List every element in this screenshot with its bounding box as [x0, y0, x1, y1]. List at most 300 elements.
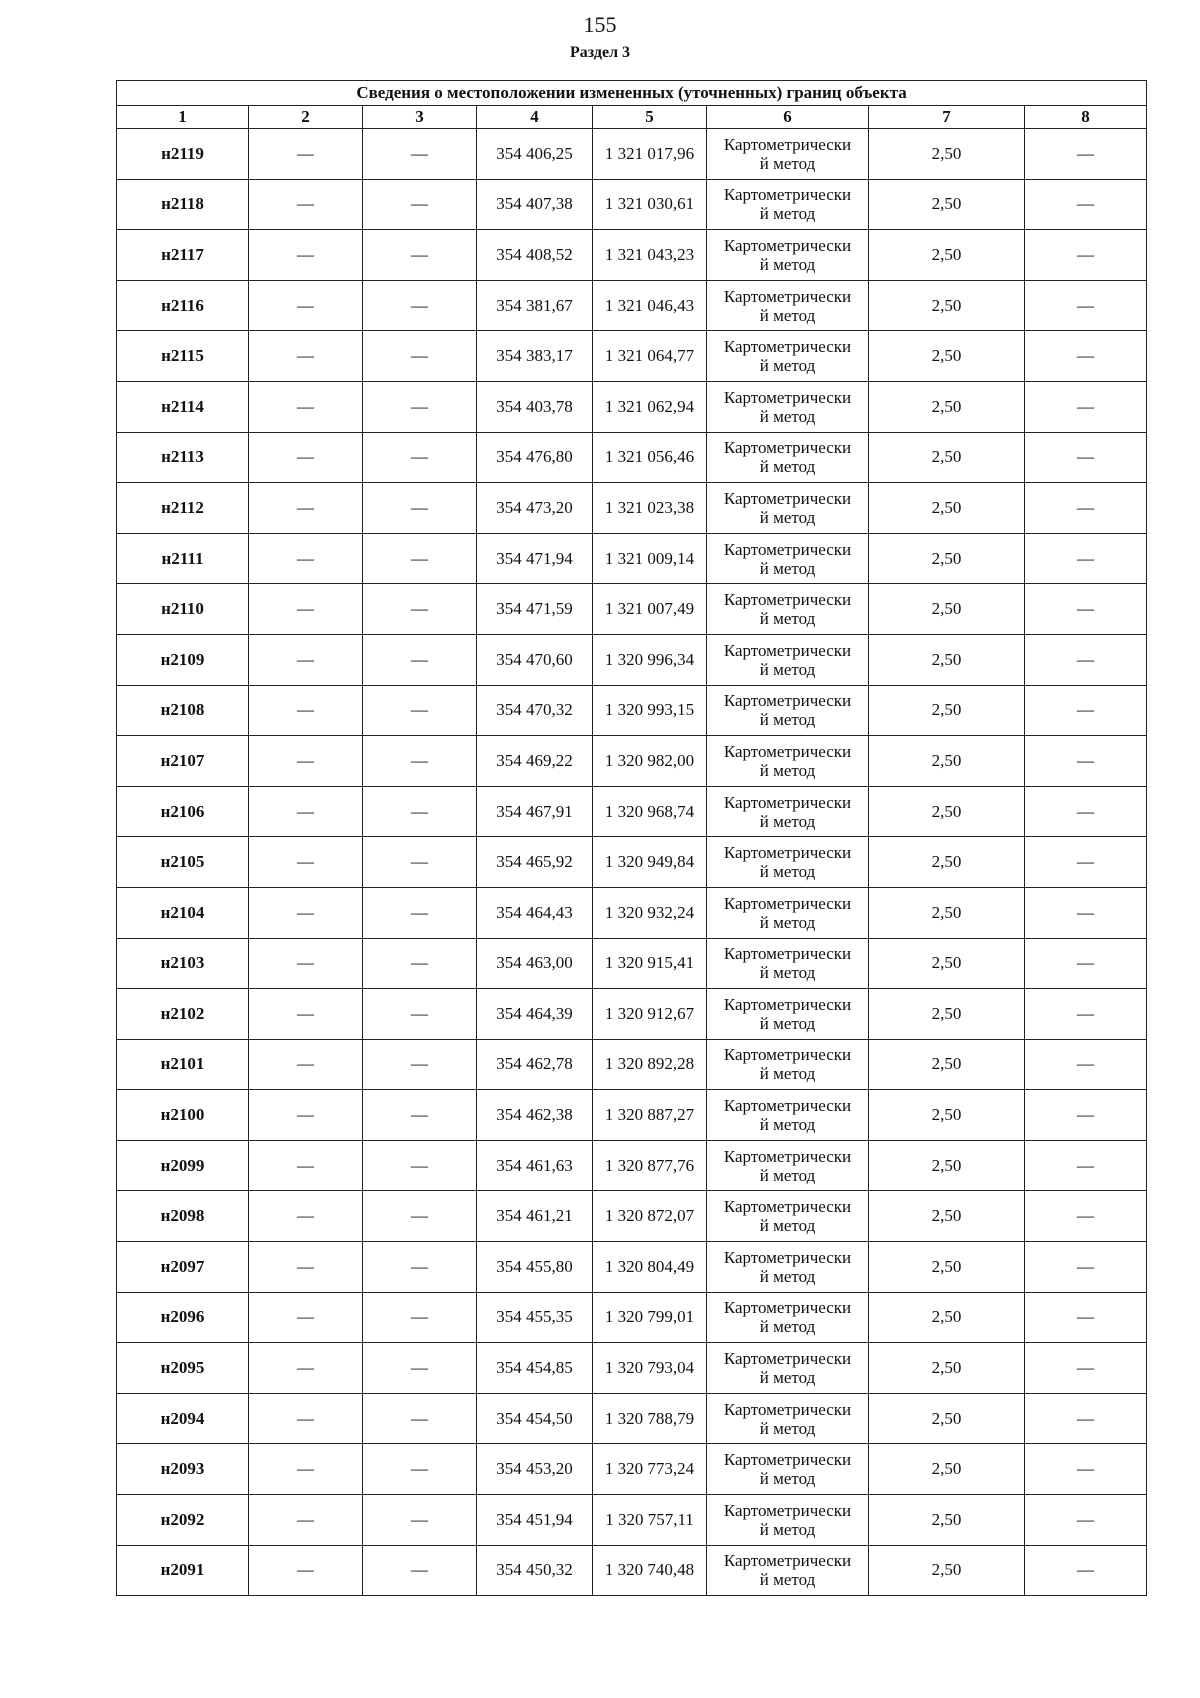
- column-8-cell: —: [1025, 1090, 1147, 1141]
- column-8-cell: —: [1025, 1292, 1147, 1343]
- point-number-cell: н2118: [117, 179, 249, 230]
- column-8-cell: —: [1025, 331, 1147, 382]
- method-cell: [707, 432, 869, 483]
- point-number-cell: н2100: [117, 1090, 249, 1141]
- coordinate-x-cell: 354 454,50: [477, 1393, 593, 1444]
- method-line-1: Картометрически: [723, 387, 852, 407]
- table-row: [117, 331, 1147, 382]
- column-8-cell: —: [1025, 887, 1147, 938]
- column-3-cell: —: [363, 837, 477, 888]
- method-cell: [707, 1191, 869, 1242]
- column-3-cell: —: [363, 1191, 477, 1242]
- method-cell: [707, 736, 869, 787]
- column-8-cell: —: [1025, 230, 1147, 281]
- accuracy-cell: 2,50: [869, 685, 1025, 736]
- accuracy-cell: 2,50: [869, 1039, 1025, 1090]
- coordinate-x-cell: 354 470,60: [477, 634, 593, 685]
- method-line-2: й метод: [759, 1165, 816, 1185]
- table-row: [117, 1393, 1147, 1444]
- point-number-cell: н2109: [117, 634, 249, 685]
- method-cell: [707, 331, 869, 382]
- method-line-2: й метод: [759, 305, 816, 325]
- table-row: [117, 1444, 1147, 1495]
- coordinate-x-cell: 354 406,25: [477, 129, 593, 180]
- method-cell: [707, 1140, 869, 1191]
- coordinate-x-cell: 354 453,20: [477, 1444, 593, 1495]
- table-row: [117, 1191, 1147, 1242]
- table-row: [117, 432, 1147, 483]
- coordinate-x-cell: 354 454,85: [477, 1343, 593, 1394]
- column-2-cell: —: [249, 584, 363, 635]
- method-cell: [707, 685, 869, 736]
- coordinate-x-cell: 354 381,67: [477, 280, 593, 331]
- coordinate-y-cell: 1 320 740,48: [593, 1545, 707, 1596]
- point-number-cell: н2114: [117, 381, 249, 432]
- point-number-cell: н2110: [117, 584, 249, 635]
- column-3-cell: —: [363, 1495, 477, 1546]
- coordinate-x-cell: 354 451,94: [477, 1495, 593, 1546]
- point-number-cell: н2112: [117, 483, 249, 534]
- point-number-cell: н2095: [117, 1343, 249, 1394]
- method-line-1: Картометрически: [723, 1551, 852, 1571]
- table-body: [117, 129, 1147, 1596]
- column-3-cell: —: [363, 786, 477, 837]
- method-cell: [707, 533, 869, 584]
- point-number-cell: н2094: [117, 1393, 249, 1444]
- method-cell: [707, 1393, 869, 1444]
- method-line-2: й метод: [759, 963, 816, 983]
- column-2-cell: —: [249, 736, 363, 787]
- column-3-cell: —: [363, 736, 477, 787]
- coordinate-x-cell: 354 408,52: [477, 230, 593, 281]
- coordinate-y-cell: 1 320 968,74: [593, 786, 707, 837]
- method-line-2: й метод: [759, 760, 816, 780]
- column-number: 1: [117, 106, 249, 129]
- table-row: [117, 837, 1147, 888]
- method-line-2: й метод: [759, 1317, 816, 1337]
- column-3-cell: —: [363, 1090, 477, 1141]
- column-2-cell: —: [249, 1545, 363, 1596]
- point-number-cell: н2103: [117, 938, 249, 989]
- accuracy-cell: 2,50: [869, 331, 1025, 382]
- coordinate-y-cell: 1 321 007,49: [593, 584, 707, 635]
- table-row: [117, 1140, 1147, 1191]
- column-3-cell: —: [363, 280, 477, 331]
- coordinate-x-cell: 354 450,32: [477, 1545, 593, 1596]
- coordinate-y-cell: 1 320 949,84: [593, 837, 707, 888]
- method-line-1: Картометрически: [723, 893, 852, 913]
- coordinate-x-cell: 354 462,38: [477, 1090, 593, 1141]
- coordinate-y-cell: 1 320 915,41: [593, 938, 707, 989]
- method-line-1: Картометрически: [723, 438, 852, 458]
- column-2-cell: —: [249, 1444, 363, 1495]
- coordinate-y-cell: 1 321 064,77: [593, 331, 707, 382]
- coordinate-y-cell: 1 320 932,24: [593, 887, 707, 938]
- method-line-2: й метод: [759, 1570, 816, 1590]
- column-2-cell: —: [249, 837, 363, 888]
- method-cell: [707, 1242, 869, 1293]
- method-line-2: й метод: [759, 356, 816, 376]
- accuracy-cell: 2,50: [869, 533, 1025, 584]
- method-cell: [707, 1343, 869, 1394]
- method-line-1: Картометрически: [723, 792, 852, 812]
- method-line-2: й метод: [759, 204, 816, 224]
- column-8-cell: —: [1025, 533, 1147, 584]
- point-number-cell: н2102: [117, 989, 249, 1040]
- column-number: 7: [869, 106, 1025, 129]
- method-line-1: Картометрически: [723, 1197, 852, 1217]
- column-8-cell: —: [1025, 1545, 1147, 1596]
- method-line-1: Картометрически: [723, 1247, 852, 1267]
- coordinate-x-cell: 354 464,43: [477, 887, 593, 938]
- accuracy-cell: 2,50: [869, 129, 1025, 180]
- point-number-cell: н2106: [117, 786, 249, 837]
- point-number-cell: н2115: [117, 331, 249, 382]
- method-cell: [707, 938, 869, 989]
- coordinate-y-cell: 1 320 788,79: [593, 1393, 707, 1444]
- table-row: [117, 230, 1147, 281]
- coordinate-x-cell: 354 403,78: [477, 381, 593, 432]
- point-number-cell: н2111: [117, 533, 249, 584]
- column-2-cell: —: [249, 179, 363, 230]
- coordinate-x-cell: 354 471,94: [477, 533, 593, 584]
- column-8-cell: —: [1025, 179, 1147, 230]
- method-cell: [707, 1090, 869, 1141]
- column-8-cell: —: [1025, 1343, 1147, 1394]
- coordinate-y-cell: 1 320 799,01: [593, 1292, 707, 1343]
- method-line-1: Картометрически: [723, 1450, 852, 1470]
- column-8-cell: —: [1025, 736, 1147, 787]
- column-8-cell: —: [1025, 483, 1147, 534]
- method-line-1: Картометрически: [723, 134, 852, 154]
- point-number-cell: н2098: [117, 1191, 249, 1242]
- column-2-cell: —: [249, 1090, 363, 1141]
- accuracy-cell: 2,50: [869, 837, 1025, 888]
- method-line-2: й метод: [759, 254, 816, 274]
- column-8-cell: —: [1025, 685, 1147, 736]
- column-number: 2: [249, 106, 363, 129]
- column-2-cell: —: [249, 280, 363, 331]
- method-line-2: й метод: [759, 558, 816, 578]
- method-line-1: Картометрически: [723, 590, 852, 610]
- column-number-row: [117, 106, 1147, 129]
- method-cell: [707, 1444, 869, 1495]
- column-number: 5: [593, 106, 707, 129]
- accuracy-cell: 2,50: [869, 1545, 1025, 1596]
- method-cell: [707, 989, 869, 1040]
- column-8-cell: —: [1025, 1444, 1147, 1495]
- coordinate-y-cell: 1 321 023,38: [593, 483, 707, 534]
- accuracy-cell: 2,50: [869, 1393, 1025, 1444]
- method-line-1: Картометрически: [723, 1500, 852, 1520]
- column-2-cell: —: [249, 634, 363, 685]
- table-row: [117, 533, 1147, 584]
- column-3-cell: —: [363, 533, 477, 584]
- table-row: [117, 1343, 1147, 1394]
- column-3-cell: —: [363, 685, 477, 736]
- method-line-1: Картометрически: [723, 944, 852, 964]
- point-number-cell: н2097: [117, 1242, 249, 1293]
- method-line-2: й метод: [759, 1418, 816, 1438]
- column-8-cell: —: [1025, 938, 1147, 989]
- method-cell: [707, 634, 869, 685]
- point-number-cell: н2105: [117, 837, 249, 888]
- accuracy-cell: 2,50: [869, 786, 1025, 837]
- method-line-2: й метод: [759, 1013, 816, 1033]
- column-3-cell: —: [363, 230, 477, 281]
- table-row: [117, 1090, 1147, 1141]
- column-3-cell: —: [363, 938, 477, 989]
- coordinate-y-cell: 1 320 993,15: [593, 685, 707, 736]
- column-8-cell: —: [1025, 1191, 1147, 1242]
- coordinate-y-cell: 1 320 773,24: [593, 1444, 707, 1495]
- coordinate-x-cell: 354 455,80: [477, 1242, 593, 1293]
- column-8-cell: —: [1025, 1495, 1147, 1546]
- point-number-cell: н2108: [117, 685, 249, 736]
- point-number-cell: н2096: [117, 1292, 249, 1343]
- point-number-cell: н2119: [117, 129, 249, 180]
- method-line-1: Картометрически: [723, 286, 852, 306]
- column-8-cell: —: [1025, 280, 1147, 331]
- method-cell: [707, 786, 869, 837]
- method-line-1: Картометрически: [723, 185, 852, 205]
- accuracy-cell: 2,50: [869, 432, 1025, 483]
- column-3-cell: —: [363, 179, 477, 230]
- table-row: [117, 938, 1147, 989]
- coordinate-x-cell: 354 471,59: [477, 584, 593, 635]
- method-line-1: Картометрически: [723, 1399, 852, 1419]
- column-2-cell: —: [249, 129, 363, 180]
- method-line-2: й метод: [759, 912, 816, 932]
- method-cell: [707, 280, 869, 331]
- column-3-cell: —: [363, 1242, 477, 1293]
- coordinate-x-cell: 354 470,32: [477, 685, 593, 736]
- method-cell: [707, 230, 869, 281]
- coordinate-x-cell: 354 467,91: [477, 786, 593, 837]
- accuracy-cell: 2,50: [869, 381, 1025, 432]
- column-3-cell: —: [363, 1545, 477, 1596]
- method-line-2: й метод: [759, 862, 816, 882]
- accuracy-cell: 2,50: [869, 736, 1025, 787]
- column-3-cell: —: [363, 1343, 477, 1394]
- coordinate-y-cell: 1 320 804,49: [593, 1242, 707, 1293]
- method-line-2: й метод: [759, 1368, 816, 1388]
- accuracy-cell: 2,50: [869, 1444, 1025, 1495]
- method-cell: [707, 1292, 869, 1343]
- accuracy-cell: 2,50: [869, 938, 1025, 989]
- method-line-2: й метод: [759, 406, 816, 426]
- coordinate-y-cell: 1 320 877,76: [593, 1140, 707, 1191]
- accuracy-cell: 2,50: [869, 989, 1025, 1040]
- table-row: [117, 1039, 1147, 1090]
- section-title: Раздел 3: [569, 44, 631, 61]
- coordinate-y-cell: 1 321 017,96: [593, 129, 707, 180]
- table-row: [117, 887, 1147, 938]
- table-row: [117, 989, 1147, 1040]
- method-line-1: Картометрически: [723, 488, 852, 508]
- table-row: [117, 1545, 1147, 1596]
- column-3-cell: —: [363, 989, 477, 1040]
- coordinate-y-cell: 1 320 982,00: [593, 736, 707, 787]
- column-3-cell: —: [363, 483, 477, 534]
- accuracy-cell: 2,50: [869, 1090, 1025, 1141]
- coordinate-x-cell: 354 465,92: [477, 837, 593, 888]
- accuracy-cell: 2,50: [869, 1292, 1025, 1343]
- column-2-cell: —: [249, 483, 363, 534]
- column-8-cell: —: [1025, 634, 1147, 685]
- method-line-2: й метод: [759, 1064, 816, 1084]
- column-3-cell: —: [363, 1393, 477, 1444]
- column-2-cell: —: [249, 1343, 363, 1394]
- method-cell: [707, 1495, 869, 1546]
- method-line-2: й метод: [759, 1216, 816, 1236]
- method-line-2: й метод: [759, 811, 816, 831]
- point-number-cell: н2101: [117, 1039, 249, 1090]
- method-cell: [707, 381, 869, 432]
- accuracy-cell: 2,50: [869, 887, 1025, 938]
- method-line-2: й метод: [759, 659, 816, 679]
- coordinate-x-cell: 354 473,20: [477, 483, 593, 534]
- method-cell: [707, 887, 869, 938]
- accuracy-cell: 2,50: [869, 230, 1025, 281]
- coordinate-x-cell: 354 463,00: [477, 938, 593, 989]
- column-8-cell: —: [1025, 1242, 1147, 1293]
- point-number-cell: н2113: [117, 432, 249, 483]
- point-number-cell: н2104: [117, 887, 249, 938]
- coordinate-x-cell: 354 469,22: [477, 736, 593, 787]
- column-3-cell: —: [363, 1039, 477, 1090]
- method-line-1: Картометрически: [723, 235, 852, 255]
- accuracy-cell: 2,50: [869, 280, 1025, 331]
- table-row: [117, 1495, 1147, 1546]
- point-number-cell: н2116: [117, 280, 249, 331]
- accuracy-cell: 2,50: [869, 1140, 1025, 1191]
- method-cell: [707, 483, 869, 534]
- coordinate-x-cell: 354 464,39: [477, 989, 593, 1040]
- point-number-cell: н2107: [117, 736, 249, 787]
- method-line-2: й метод: [759, 1266, 816, 1286]
- column-3-cell: —: [363, 634, 477, 685]
- column-3-cell: —: [363, 887, 477, 938]
- method-line-1: Картометрически: [723, 1045, 852, 1065]
- coordinate-y-cell: 1 321 030,61: [593, 179, 707, 230]
- method-line-1: Картометрически: [723, 337, 852, 357]
- method-line-1: Картометрически: [723, 640, 852, 660]
- point-number-cell: н2117: [117, 230, 249, 281]
- table-row: [117, 1292, 1147, 1343]
- coordinate-x-cell: 354 476,80: [477, 432, 593, 483]
- accuracy-cell: 2,50: [869, 634, 1025, 685]
- coordinate-y-cell: 1 320 912,67: [593, 989, 707, 1040]
- table-row: [117, 1242, 1147, 1293]
- column-2-cell: —: [249, 887, 363, 938]
- accuracy-cell: 2,50: [869, 1242, 1025, 1293]
- column-8-cell: —: [1025, 1140, 1147, 1191]
- column-2-cell: —: [249, 1242, 363, 1293]
- column-2-cell: —: [249, 381, 363, 432]
- accuracy-cell: 2,50: [869, 584, 1025, 635]
- column-8-cell: —: [1025, 584, 1147, 635]
- method-line-2: й метод: [759, 507, 816, 527]
- method-cell: [707, 179, 869, 230]
- column-8-cell: —: [1025, 989, 1147, 1040]
- coordinate-y-cell: 1 321 043,23: [593, 230, 707, 281]
- method-line-2: й метод: [759, 457, 816, 477]
- coordinate-x-cell: 354 455,35: [477, 1292, 593, 1343]
- method-line-1: Картометрически: [723, 1096, 852, 1116]
- method-line-1: Картометрически: [723, 539, 852, 559]
- accuracy-cell: 2,50: [869, 1495, 1025, 1546]
- coordinate-y-cell: 1 321 046,43: [593, 280, 707, 331]
- accuracy-cell: 2,50: [869, 483, 1025, 534]
- column-2-cell: —: [249, 1292, 363, 1343]
- coordinate-y-cell: 1 320 887,27: [593, 1090, 707, 1141]
- table-row: [117, 129, 1147, 180]
- table-row: [117, 483, 1147, 534]
- column-2-cell: —: [249, 1191, 363, 1242]
- coordinate-y-cell: 1 321 062,94: [593, 381, 707, 432]
- point-number-cell: н2099: [117, 1140, 249, 1191]
- accuracy-cell: 2,50: [869, 179, 1025, 230]
- column-2-cell: —: [249, 331, 363, 382]
- coordinate-y-cell: 1 320 793,04: [593, 1343, 707, 1394]
- column-3-cell: —: [363, 381, 477, 432]
- coordinate-x-cell: 354 383,17: [477, 331, 593, 382]
- coordinate-x-cell: 354 461,63: [477, 1140, 593, 1191]
- method-cell: [707, 1545, 869, 1596]
- method-line-2: й метод: [759, 153, 816, 173]
- column-3-cell: —: [363, 1444, 477, 1495]
- column-2-cell: —: [249, 1140, 363, 1191]
- column-number: 6: [707, 106, 869, 129]
- table-row: [117, 736, 1147, 787]
- method-cell: [707, 584, 869, 635]
- table-row: [117, 381, 1147, 432]
- table-row: [117, 685, 1147, 736]
- point-number-cell: н2092: [117, 1495, 249, 1546]
- method-line-1: Картометрически: [723, 1298, 852, 1318]
- table-row: [117, 584, 1147, 635]
- coordinate-x-cell: 354 407,38: [477, 179, 593, 230]
- column-8-cell: —: [1025, 129, 1147, 180]
- method-cell: [707, 129, 869, 180]
- column-3-cell: —: [363, 129, 477, 180]
- column-2-cell: —: [249, 938, 363, 989]
- column-3-cell: —: [363, 1292, 477, 1343]
- method-line-2: й метод: [759, 1469, 816, 1489]
- column-3-cell: —: [363, 331, 477, 382]
- coordinate-x-cell: 354 461,21: [477, 1191, 593, 1242]
- column-3-cell: —: [363, 1140, 477, 1191]
- column-2-cell: —: [249, 989, 363, 1040]
- column-3-cell: —: [363, 584, 477, 635]
- coordinate-y-cell: 1 320 892,28: [593, 1039, 707, 1090]
- column-2-cell: —: [249, 1039, 363, 1090]
- point-number-cell: н2093: [117, 1444, 249, 1495]
- method-cell: [707, 837, 869, 888]
- column-8-cell: —: [1025, 381, 1147, 432]
- table-caption: Сведения о местоположении измененных (уточненных) границ объекта: [117, 81, 1147, 106]
- column-2-cell: —: [249, 230, 363, 281]
- column-number: 8: [1025, 106, 1147, 129]
- method-line-2: й метод: [759, 1115, 816, 1135]
- table-row: [117, 634, 1147, 685]
- column-2-cell: —: [249, 786, 363, 837]
- accuracy-cell: 2,50: [869, 1191, 1025, 1242]
- coordinate-y-cell: 1 321 056,46: [593, 432, 707, 483]
- column-8-cell: —: [1025, 432, 1147, 483]
- coordinates-table: [116, 80, 1147, 1596]
